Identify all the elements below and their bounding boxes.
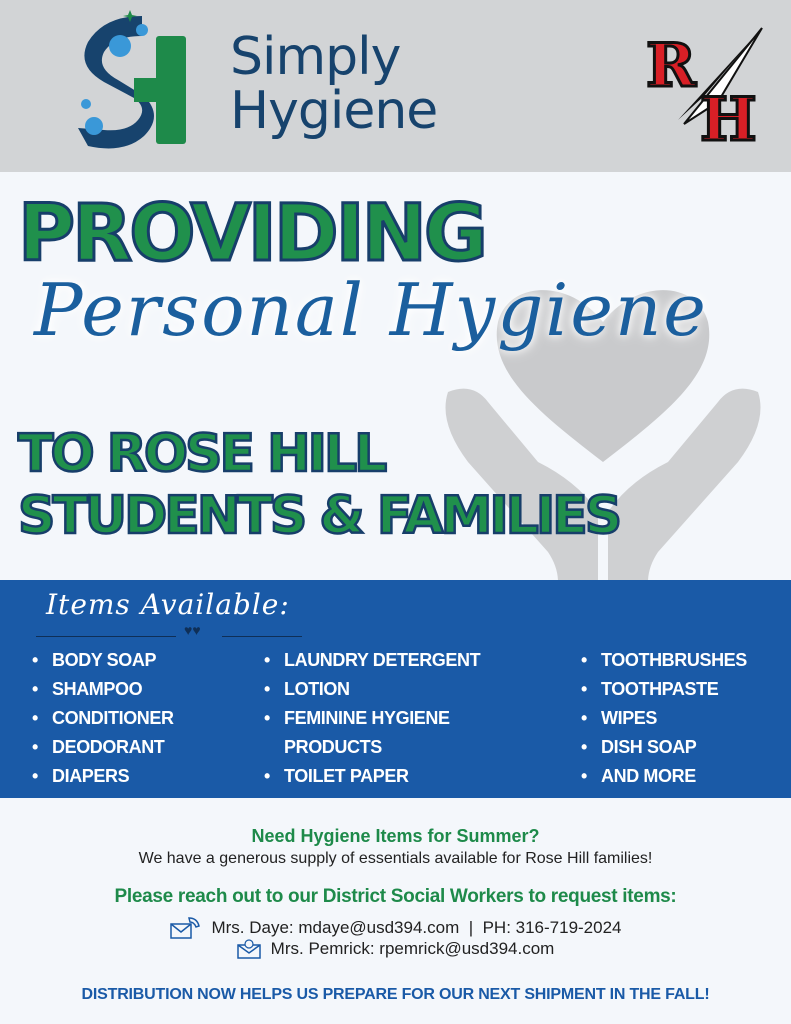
list-item: • LOTION [262, 675, 480, 704]
list-item: • WIPES [579, 704, 747, 733]
hero-section [0, 172, 791, 580]
phone-mail-icon [169, 916, 201, 940]
list-item: • LAUNDRY DETERGENT [262, 646, 480, 675]
heading-rule-left [36, 636, 176, 637]
heading-rule-right [222, 636, 302, 637]
list-item: • BODY SOAP [30, 646, 174, 675]
rh-letter-h: H [700, 85, 757, 144]
items-column-1 [30, 646, 174, 791]
contact-footer [0, 798, 791, 1024]
list-item: • TOOTHPASTE [579, 675, 747, 704]
brand-line2: Hygiene [230, 81, 438, 141]
headline-students-families: STUDENTS & FAMILIES [18, 486, 620, 546]
distribution-notice: DISTRIBUTION NOW HELPS US PREPARE FOR OUR NEXT SHIPMENT IN THE FALL! [81, 986, 710, 1003]
brand-line1: Simply [230, 27, 401, 87]
items-heading: Items Available: [46, 588, 290, 621]
list-item: • DEODORANT [30, 733, 174, 762]
summer-heading: Need Hygiene Items for Summer? [251, 826, 540, 846]
items-column-3 [579, 646, 747, 791]
list-item: PRODUCTS [284, 737, 382, 757]
list-item: • DISH SOAP [579, 733, 747, 762]
list-item: • SHAMPOO [30, 675, 174, 704]
list-item: • DIAPERS [30, 762, 174, 791]
email-icon [237, 939, 261, 959]
contact-daye [0, 916, 791, 940]
simply-hygiene-logo-icon [74, 8, 214, 150]
hearts-icon: ♥♥ [184, 622, 201, 638]
headline-personal-hygiene: Personal Hygiene [34, 268, 708, 352]
rose-hill-logo-icon [638, 24, 764, 144]
supply-text: We have a generous supply of essentials available for Rose Hill families! [138, 850, 653, 867]
list-item: • FEMININE HYGIENE [262, 704, 480, 733]
contact-pemrick-text[interactable]: Mrs. Pemrick: rpemrick@usd394.com [270, 939, 555, 958]
contact-daye-text[interactable]: Mrs. Daye: mdaye@usd394.com | PH: 316-719-2024 [211, 918, 622, 937]
items-column-2 [262, 646, 480, 791]
brand-name [230, 27, 438, 141]
reach-out-heading: Please reach out to our District Social Workers to request items: [114, 886, 677, 907]
list-item: • AND MORE [579, 762, 747, 791]
header-banner [0, 0, 791, 172]
list-item: • TOOTHBRUSHES [579, 646, 747, 675]
headline-providing: PROVIDING [18, 189, 485, 279]
headline-rose-hill: TO ROSE HILL [18, 424, 385, 484]
list-item: • TOILET PAPER [262, 762, 480, 791]
contact-pemrick [0, 939, 791, 959]
items-available-panel [0, 580, 791, 798]
list-item: • CONDITIONER [30, 704, 174, 733]
rh-letter-r: R [646, 31, 696, 101]
